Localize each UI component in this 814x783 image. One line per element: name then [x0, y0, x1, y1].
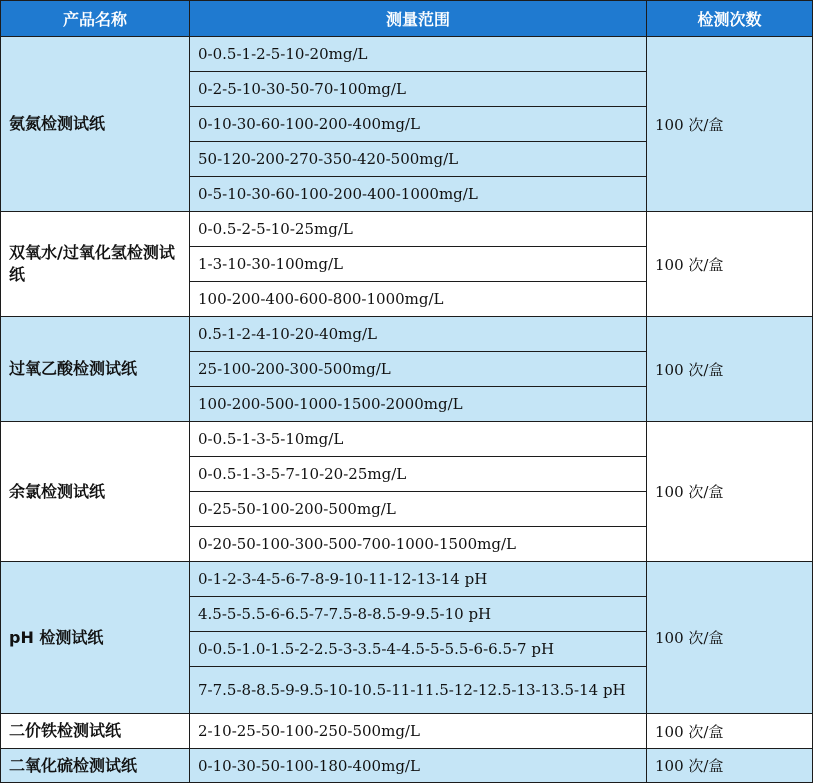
range-cell: 0-0.5-1.0-1.5-2-2.5-3-3.5-4-4.5-5-5.5-6-6.5-7 pH	[190, 632, 647, 667]
range-cell: 100-200-500-1000-1500-2000mg/L	[190, 387, 647, 422]
table-row	[1, 749, 813, 783]
product-name: 二价铁检测试纸	[1, 714, 190, 749]
header-measurement-range: 测量范围	[190, 1, 647, 37]
product-name: 过氧乙酸检测试纸	[1, 317, 190, 422]
test-count: 100 次/盒	[647, 317, 813, 422]
range-cell: 0-20-50-100-300-500-700-1000-1500mg/L	[190, 527, 647, 562]
range-cell: 0-25-50-100-200-500mg/L	[190, 492, 647, 527]
header-product-name: 产品名称	[1, 1, 190, 37]
range-cell: 0-0.5-1-3-5-7-10-20-25mg/L	[190, 457, 647, 492]
product-name: 余氯检测试纸	[1, 422, 190, 562]
range-cell: 0-0.5-1-2-5-10-20mg/L	[190, 37, 647, 72]
test-count: 100 次/盒	[647, 562, 813, 714]
test-count: 100 次/盒	[647, 422, 813, 562]
range-cell: 50-120-200-270-350-420-500mg/L	[190, 142, 647, 177]
range-cell: 0-0.5-2-5-10-25mg/L	[190, 212, 647, 247]
range-cell: 0.5-1-2-4-10-20-40mg/L	[190, 317, 647, 352]
range-cell: 0-1-2-3-4-5-6-7-8-9-10-11-12-13-14 pH	[190, 562, 647, 597]
table-row	[1, 317, 813, 352]
product-name: 双氧水/过氧化氢检测试纸	[1, 212, 190, 317]
range-cell: 0-10-30-50-100-180-400mg/L	[190, 749, 647, 783]
test-count: 100 次/盒	[647, 212, 813, 317]
range-cell: 0-0.5-1-3-5-10mg/L	[190, 422, 647, 457]
range-cell: 0-2-5-10-30-50-70-100mg/L	[190, 72, 647, 107]
range-cell: 100-200-400-600-800-1000mg/L	[190, 282, 647, 317]
range-cell: 0-5-10-30-60-100-200-400-1000mg/L	[190, 177, 647, 212]
test-count: 100 次/盒	[647, 37, 813, 212]
range-cell: 1-3-10-30-100mg/L	[190, 247, 647, 282]
table-row	[1, 562, 813, 597]
range-cell: 25-100-200-300-500mg/L	[190, 352, 647, 387]
range-cell: 0-10-30-60-100-200-400mg/L	[190, 107, 647, 142]
range-cell: 7-7.5-8-8.5-9-9.5-10-10.5-11-11.5-12-12.5-13-13.5-14 pH	[190, 667, 647, 714]
table-row	[1, 422, 813, 457]
product-name: 氨氮检测试纸	[1, 37, 190, 212]
product-name: pH 检测试纸	[1, 562, 190, 714]
product-name: 二氧化硫检测试纸	[1, 749, 190, 783]
table-row	[1, 212, 813, 247]
table-header-row	[1, 1, 813, 37]
test-count: 100 次/盒	[647, 749, 813, 783]
header-test-count: 检测次数	[647, 1, 813, 37]
range-cell: 2-10-25-50-100-250-500mg/L	[190, 714, 647, 749]
table-row	[1, 37, 813, 72]
range-cell: 4.5-5-5.5-6-6.5-7-7.5-8-8.5-9-9.5-10 pH	[190, 597, 647, 632]
test-count: 100 次/盒	[647, 714, 813, 749]
table-row	[1, 714, 813, 749]
